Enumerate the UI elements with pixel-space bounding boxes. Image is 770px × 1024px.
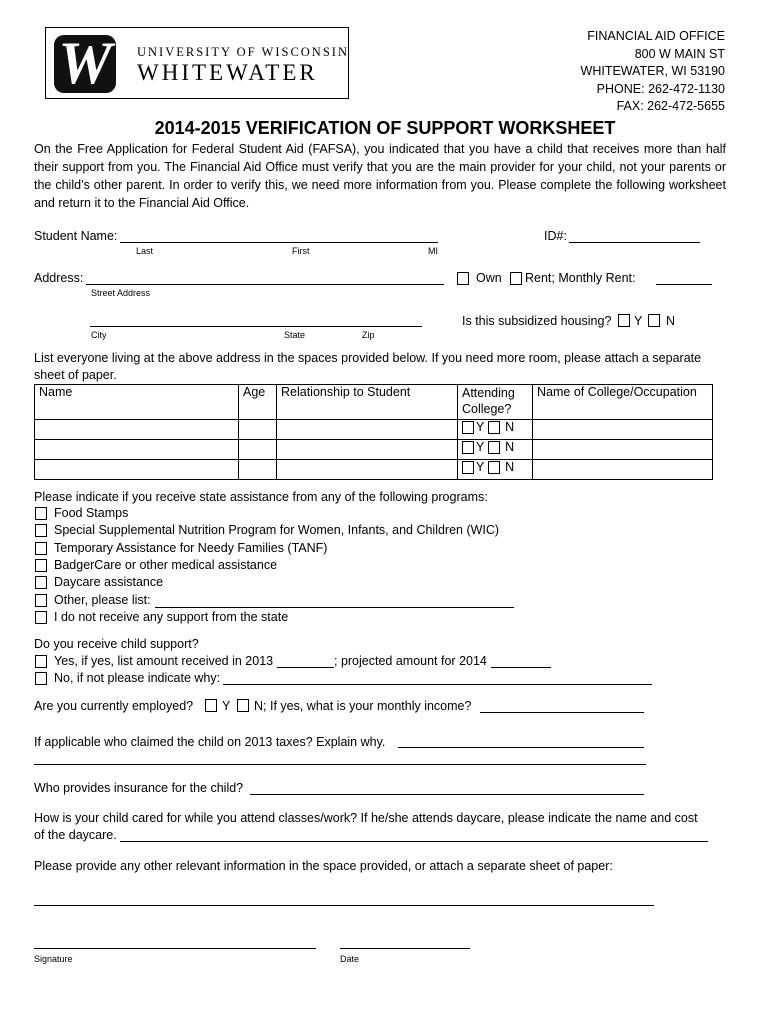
- tanf-checkbox[interactable]: [35, 542, 47, 555]
- logo-letter: W: [58, 35, 112, 93]
- taxes-question: If applicable who claimed the child on 2013 taxes? Explain why.: [34, 735, 386, 749]
- college-occupation-cell[interactable]: [533, 460, 713, 480]
- own-checkbox[interactable]: [457, 272, 469, 285]
- wic-checkbox[interactable]: [35, 524, 47, 537]
- header-college-occupation: Name of College/Occupation: [533, 385, 713, 420]
- logo-university-line: UNIVERSITY OF WISCONSIN: [137, 45, 349, 59]
- city-caption: City: [91, 330, 107, 340]
- employed-yes-label: Y: [222, 699, 231, 713]
- rent-label: Rent; Monthly Rent:: [525, 271, 636, 285]
- monthly-rent-field[interactable]: [656, 284, 712, 285]
- subsidized-no-label: N: [666, 314, 676, 328]
- intro-paragraph: On the Free Application for Federal Student Aid (FAFSA), you indicated that you have a child that receives more than half their support from you. The Financial Aid Office must verify that you are the main provider for your child, not your parents or the child’s other parent. In order to verify this, we need more information from you. Please complete the following worksheet and return it to the Financial Aid Office.: [34, 142, 726, 210]
- insurance-answer-field[interactable]: [250, 794, 644, 795]
- office-name: FINANCIAL AID OFFICE: [587, 29, 725, 43]
- date-field[interactable]: [340, 948, 470, 949]
- own-label: Own: [476, 271, 502, 285]
- student-name-field[interactable]: [120, 242, 438, 243]
- office-address: [581, 28, 725, 116]
- other-assistance-checkbox[interactable]: [35, 594, 47, 607]
- wic-label: Special Supplemental Nutrition Program for Women, Infants, and Children (WIC): [54, 523, 500, 537]
- taxes-answer-field[interactable]: [398, 747, 644, 748]
- daycare-assistance-checkbox[interactable]: [35, 576, 47, 589]
- no-child-support-reason-field[interactable]: [223, 684, 652, 685]
- child-support-question: Do you receive child support?: [34, 637, 199, 651]
- household-table: [34, 384, 713, 480]
- other-info-field[interactable]: [34, 905, 654, 906]
- relationship-cell[interactable]: [277, 440, 458, 460]
- food-stamps-label: Food Stamps: [54, 506, 129, 520]
- subsidized-yes-label: Y: [634, 314, 643, 328]
- other-info-prompt: Please provide any other relevant information in the space provided, or attach a separate sheet of paper:: [34, 859, 613, 873]
- taxes-answer-field-line2[interactable]: [34, 764, 646, 765]
- tanf-label: Temporary Assistance for Needy Families (TANF): [54, 541, 328, 555]
- student-name-label: Student Name:: [34, 229, 118, 243]
- subsidized-housing-label: Is this subsidized housing?: [462, 314, 612, 328]
- childcare-answer-field[interactable]: [120, 841, 708, 842]
- attending-no-checkbox[interactable]: [488, 441, 500, 454]
- relationship-cell[interactable]: [277, 460, 458, 480]
- no-label: N: [505, 420, 515, 434]
- attending-yes-checkbox[interactable]: [462, 461, 474, 474]
- address-label: Address:: [34, 271, 84, 285]
- age-cell[interactable]: [239, 460, 277, 480]
- header-name: Name: [35, 385, 239, 420]
- attending-cell: [458, 420, 533, 440]
- zip-caption: Zip: [362, 330, 375, 340]
- table-row: [35, 460, 713, 480]
- attending-cell: [458, 440, 533, 460]
- badgercare-label: BadgerCare or other medical assistance: [54, 558, 278, 572]
- badgercare-checkbox[interactable]: [35, 559, 47, 572]
- table-row: [35, 440, 713, 460]
- no-label: N: [505, 460, 515, 474]
- table-header-row: [35, 385, 713, 420]
- yes-label: Y: [476, 420, 485, 434]
- child-support-yes-label: Yes, if yes, list amount received in 2013: [54, 654, 274, 668]
- relationship-cell[interactable]: [277, 420, 458, 440]
- city-state-zip-field[interactable]: [90, 326, 422, 327]
- header-age: Age: [239, 385, 277, 420]
- first-name-caption: First: [292, 246, 310, 256]
- header-attending-college: Attending College?: [458, 385, 533, 420]
- college-occupation-cell[interactable]: [533, 420, 713, 440]
- attending-no-checkbox[interactable]: [488, 421, 500, 434]
- rent-checkbox[interactable]: [510, 272, 522, 285]
- age-cell[interactable]: [239, 420, 277, 440]
- table-row: [35, 420, 713, 440]
- no-label: N: [505, 440, 515, 454]
- signature-caption: Signature: [34, 954, 73, 964]
- logo-campus-line: WHITEWATER: [137, 60, 318, 85]
- child-support-yes-checkbox[interactable]: [35, 655, 47, 668]
- employed-no-checkbox[interactable]: [237, 699, 249, 712]
- child-support-no-checkbox[interactable]: [35, 672, 47, 685]
- no-state-support-label: I do not receive any support from the state: [54, 610, 289, 624]
- no-state-support-checkbox[interactable]: [35, 611, 47, 624]
- attending-yes-checkbox[interactable]: [462, 421, 474, 434]
- yes-label: Y: [476, 460, 485, 474]
- age-cell[interactable]: [239, 440, 277, 460]
- id-label: ID#:: [544, 229, 567, 243]
- amount-2014-field[interactable]: [491, 667, 551, 668]
- mi-caption: MI: [428, 246, 438, 256]
- daycare-assistance-label: Daycare assistance: [54, 575, 164, 589]
- food-stamps-checkbox[interactable]: [35, 507, 47, 520]
- name-cell[interactable]: [35, 440, 239, 460]
- household-instruction: List everyone living at the above address in the spaces provided below. If you need more room, please attach a separate sheet of paper.: [34, 351, 702, 382]
- childcare-question-cont: of the daycare.: [34, 828, 117, 842]
- street-address-field[interactable]: [86, 284, 444, 285]
- employed-yes-checkbox[interactable]: [205, 699, 217, 712]
- university-logo-mark: [54, 35, 116, 93]
- employment-question: Are you currently employed?: [34, 699, 194, 713]
- childcare-question: How is your child cared for while you attend classes/work? If he/she attends daycare, please indicate the name and cost: [34, 811, 698, 825]
- attending-cell: [458, 460, 533, 480]
- office-street: 800 W MAIN ST: [634, 46, 725, 61]
- name-cell[interactable]: [35, 420, 239, 440]
- signature-field[interactable]: [34, 948, 316, 949]
- page-title: 2014-2015 VERIFICATION OF SUPPORT WORKSHEET: [154, 118, 616, 138]
- office-fax: FAX: 262-472-5655: [616, 99, 725, 113]
- attending-yes-checkbox[interactable]: [462, 441, 474, 454]
- office-city: WHITEWATER, WI 53190: [580, 64, 725, 78]
- college-occupation-cell[interactable]: [533, 440, 713, 460]
- office-phone: PHONE: 262-472-1130: [596, 81, 725, 96]
- name-cell[interactable]: [35, 460, 239, 480]
- subsidized-yes-checkbox[interactable]: [618, 314, 630, 327]
- yes-label: Y: [476, 440, 485, 454]
- id-field[interactable]: [569, 242, 700, 243]
- amount-2013-field[interactable]: [277, 667, 334, 668]
- street-address-caption: Street Address: [91, 288, 151, 298]
- date-caption: Date: [340, 954, 360, 964]
- projected-label: ; projected amount for 2014: [334, 654, 487, 668]
- other-assistance-field[interactable]: [155, 607, 514, 608]
- state-caption: State: [284, 330, 306, 340]
- other-assistance-label: Other, please list:: [54, 593, 151, 607]
- last-name-caption: Last: [136, 246, 154, 256]
- header-relationship: Relationship to Student: [277, 385, 458, 420]
- assistance-prompt: Please indicate if you receive state assistance from any of the following programs:: [34, 490, 488, 504]
- insurance-question: Who provides insurance for the child?: [34, 781, 244, 795]
- attending-no-checkbox[interactable]: [488, 461, 500, 474]
- subsidized-no-checkbox[interactable]: [648, 314, 660, 327]
- monthly-income-field[interactable]: [480, 712, 644, 713]
- employed-no-label: N; If yes, what is your monthly income?: [254, 699, 472, 713]
- child-support-no-label: No, if not please indicate why:: [54, 671, 221, 685]
